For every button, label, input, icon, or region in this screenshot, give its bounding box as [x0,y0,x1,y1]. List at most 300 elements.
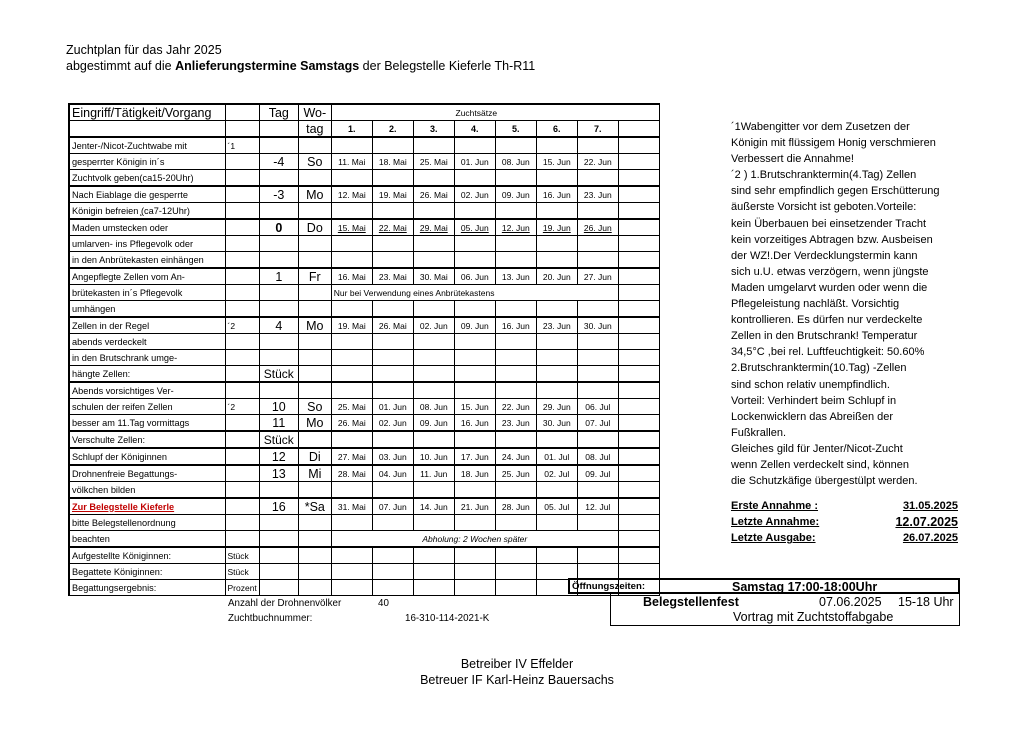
date-cell: 16. Jun [454,415,495,432]
note-cell [225,431,259,448]
date-cell [413,547,454,564]
date-cell [495,252,536,269]
note-cell [225,448,259,465]
empty-cell [618,154,659,170]
date-cell [413,137,454,154]
remark-line: die Schutzkäfige übergestülpt werden. [731,475,918,488]
table-row [69,531,659,548]
set-number: 6. [536,121,577,138]
date-cell: 22. Mai [372,219,413,236]
subtitle-post: der Belegstelle Kieferle Th-R11 [359,59,536,73]
date-cell [495,547,536,564]
weekday-cell [298,382,331,399]
table-row [69,431,659,448]
set-number: 5. [495,121,536,138]
date-cell [536,350,577,366]
date-cell [454,431,495,448]
set-number: 2. [372,121,413,138]
table-row [69,203,659,220]
date-cell [413,366,454,383]
date-cell: 29. Mai [413,219,454,236]
date-cell [413,170,454,187]
date-cell: 19. Mai [372,186,413,203]
date-cell [331,564,372,580]
set-number: 3. [413,121,454,138]
note-cell [225,236,259,252]
task-cell: gesperrter Königin in´s [69,154,225,170]
weekday-cell [298,366,331,383]
day-cell: 12 [259,448,298,465]
weekday-cell [298,334,331,350]
empty-cell [618,415,659,432]
date-cell: 07. Jun [372,498,413,515]
table-header-row [69,104,659,121]
remark-line: sind sehr empfindlich gegen Erschütterung [731,185,940,198]
table-row [69,547,659,564]
weekday-cell: Do [298,219,331,236]
date-cell [331,482,372,499]
date-cell [577,482,618,499]
festival-title: Belegstellenfest [643,595,739,609]
weekday-cell: Fr [298,268,331,285]
date-cell [577,350,618,366]
empty-cell [618,531,659,548]
footer-operator: Betreiber IV Effelder [460,657,574,671]
day-cell: 10 [259,399,298,415]
date-cell [536,236,577,252]
remark-line: Lockenwicklern das Abreißen der [731,410,894,423]
task-cell: Maden umstecken oder [69,219,225,236]
weekday-cell [298,431,331,448]
remark-line: Königin mit flüssigem Honig verschmieren [731,137,936,150]
last-acceptance-label: Letzte Annahme: [731,516,820,528]
date-cell [372,301,413,318]
note-cell [225,170,259,187]
task-cell: schulen der reifen Zellen [69,399,225,415]
date-cell [372,382,413,399]
day-cell: Stück [259,431,298,448]
date-cell: 02. Jun [372,415,413,432]
date-cell [331,334,372,350]
subtitle-bold: Anlieferungstermine Samstags [175,59,360,73]
date-cell [331,301,372,318]
empty-cell [618,317,659,334]
weekday-cell: So [298,154,331,170]
footer-operators [0,656,1034,688]
note-cell [225,186,259,203]
date-cell [577,236,618,252]
note-cell [225,203,259,220]
breeding-plan-table [68,103,660,596]
date-cell [495,564,536,580]
task-cell: Zuchtvolk geben(ca15-20Uhr) [69,170,225,187]
task-cell: umhängen [69,301,225,318]
date-cell: 26. Jun [577,219,618,236]
note-cell: Stück [225,547,259,564]
day-cell [259,301,298,318]
day-cell [259,285,298,301]
note-cell: ´2 [225,317,259,334]
date-cell: 18. Jun [454,465,495,482]
task-cell: Abends vorsichtiges Ver- [69,382,225,399]
table-row [69,268,659,285]
table-row [69,465,659,482]
table-row [69,317,659,334]
empty-cell [618,515,659,531]
day-cell: 0 [259,219,298,236]
last-output-value: 26.07.2025 [902,532,958,544]
opening-hours-box [568,578,960,626]
date-cell [331,366,372,383]
drone-colonies-value: 40 [378,598,389,609]
day-cell [259,203,298,220]
date-cell: 01. Jun [372,399,413,415]
remark-line: Pflegeleistung nachläßt. Vorsichtig [731,298,900,311]
empty-cell [618,366,659,383]
breeding-book-info [228,613,490,624]
table-row [69,170,659,187]
first-acceptance-value: 31.05.2025 [902,500,958,512]
date-cell [495,350,536,366]
date-cell [331,350,372,366]
date-cell: 14. Jun [413,498,454,515]
date-cell [454,236,495,252]
task-cell: hängte Zellen: [69,366,225,383]
date-cell: 04. Jun [372,465,413,482]
set-number: 4. [454,121,495,138]
day-cell: 1 [259,268,298,285]
task-cell: völkchen bilden [69,482,225,499]
task-cell: umlarven- ins Pflegevolk oder [69,236,225,252]
date-cell: 17. Jun [454,448,495,465]
header-wotag-2: tag [298,121,331,138]
table-row [69,399,659,415]
remark-line: ´1Wabengitter vor dem Zusetzen der [731,121,910,133]
table-row [69,219,659,236]
remark-line: kein Überbauen bei einsetzender Tracht [731,217,927,230]
date-cell: 25. Jun [495,465,536,482]
date-cell [536,515,577,531]
remark-line: kein vorzeitiges Abtragen bzw. Ausbeisen [731,233,933,246]
day-cell [259,350,298,366]
table-row [69,448,659,465]
table-row [69,137,659,154]
task-cell: Nach Eiablage die gesperrte [69,186,225,203]
header-zuchtsaetze: Zuchtsätze [331,104,659,121]
note-cell: ´1 [225,137,259,154]
task-cell: besser am 11.Tag vormittags [69,415,225,432]
date-cell [495,170,536,187]
remark-line: der WZ!.Der Verdecklungstermin kann [731,249,918,262]
date-cell: 13. Jun [495,268,536,285]
empty-cell [618,465,659,482]
empty-cell [618,399,659,415]
date-cell [331,203,372,220]
date-cell [454,350,495,366]
date-cell: 09. Jun [495,186,536,203]
date-cell [577,366,618,383]
weekday-cell [298,350,331,366]
date-cell: 19. Jun [536,219,577,236]
date-cell: 25. Mai [331,399,372,415]
date-cell: 15. Jun [454,399,495,415]
date-cell: 02. Jun [454,186,495,203]
date-cell: 15. Jun [536,154,577,170]
note-cell [225,415,259,432]
date-cell: 19. Mai [331,317,372,334]
date-cell [372,252,413,269]
day-cell [259,170,298,187]
date-cell [577,515,618,531]
table-row [69,350,659,366]
last-acceptance-row [731,514,961,530]
span-note-cell: Nur bei Verwendung eines Anbrütekastens [331,285,618,301]
empty-cell [618,203,659,220]
table-row [69,285,659,301]
date-cell [372,580,413,596]
date-cell [536,137,577,154]
date-cell [495,382,536,399]
header-note-cont [225,121,259,138]
task-cell: Schlupf der Königinnen [69,448,225,465]
weekday-cell [298,482,331,499]
date-cell: 21. Jun [454,498,495,515]
table-row [69,301,659,318]
date-cell: 03. Jun [372,448,413,465]
remarks-notes [731,119,940,489]
date-cell [536,547,577,564]
header-task: Eingriff/Tätigkeit/Vorgang [69,104,225,121]
date-cell: 07. Jul [577,415,618,432]
date-cell: 16. Mai [331,268,372,285]
note-cell [225,482,259,499]
date-cell: 01. Jul [536,448,577,465]
day-cell [259,236,298,252]
table-row [69,334,659,350]
task-cell: Drohnenfreie Begattungs- [69,465,225,482]
date-cell: 11. Jun [413,465,454,482]
date-cell: 30. Jun [536,415,577,432]
note-cell [225,465,259,482]
weekday-cell [298,203,331,220]
date-cell [454,382,495,399]
date-cell [577,382,618,399]
date-cell [372,564,413,580]
table-row [69,382,659,399]
date-cell [372,482,413,499]
table-row [69,515,659,531]
note-cell: ´2 [225,399,259,415]
date-cell [495,580,536,596]
date-cell [372,203,413,220]
first-acceptance-row [731,498,961,514]
date-cell [536,431,577,448]
weekday-cell [298,515,331,531]
date-cell: 26. Mai [413,186,454,203]
date-cell: 08. Jun [413,399,454,415]
date-cell [454,334,495,350]
date-cell [372,334,413,350]
note-cell [225,268,259,285]
date-cell [577,431,618,448]
note-cell [225,350,259,366]
table-row [69,186,659,203]
plan-title: Zuchtplan für das Jahr 2025 [66,43,222,57]
drone-colonies-label: Anzahl der Drohnenvölker [228,598,342,609]
date-cell [372,431,413,448]
festival-date: 07.06.2025 [819,595,882,609]
date-cell [454,482,495,499]
task-cell: abends verdeckelt [69,334,225,350]
date-cell: 06. Jul [577,399,618,415]
date-cell [495,482,536,499]
task-cell: Angepflegte Zellen vom An- [69,268,225,285]
breeding-book-value: 16-310-114-2021-K [405,613,490,624]
date-cell: 23. Mai [372,268,413,285]
note-cell [225,531,259,548]
date-cell [536,170,577,187]
remark-line: 34,5°C ,bei rel. Luftfeuchtigkeit: 50.60% [731,346,925,359]
day-cell [259,334,298,350]
date-cell [372,547,413,564]
date-cell [331,137,372,154]
day-cell [259,137,298,154]
weekday-cell: Mo [298,186,331,203]
day-cell [259,252,298,269]
date-cell [413,482,454,499]
weekday-cell [298,170,331,187]
day-cell [259,580,298,596]
empty-cell [618,482,659,499]
weekday-cell [298,547,331,564]
date-cell [372,366,413,383]
empty-cell [618,448,659,465]
date-cell: 26. Mai [372,317,413,334]
task-cell: Begattungsergebnis: [69,580,225,596]
date-cell [495,203,536,220]
date-cell: 22. Jun [577,154,618,170]
table-row [69,415,659,432]
date-cell: 09. Jul [577,465,618,482]
task-cell: Zellen in der Regel [69,317,225,334]
task-cell: Begattete Königinnen: [69,564,225,580]
table-row [69,482,659,499]
date-cell [413,203,454,220]
header-task-cont [69,121,225,138]
empty-cell [618,431,659,448]
weekday-cell [298,285,331,301]
date-cell: 27. Mai [331,448,372,465]
date-cell [495,334,536,350]
day-cell: 4 [259,317,298,334]
day-cell [259,547,298,564]
date-cell [536,301,577,318]
date-cell [536,382,577,399]
empty-cell [618,301,659,318]
table-row [69,498,659,515]
festival-box [610,594,960,626]
task-cell: brütekasten in´s Pflegevolk [69,285,225,301]
date-cell: 20. Jun [536,268,577,285]
note-cell [225,515,259,531]
weekday-cell: Mo [298,415,331,432]
date-cell [413,515,454,531]
date-cell [454,301,495,318]
day-cell: -3 [259,186,298,203]
footer-supervisor: Betreuer IF Karl-Heinz Bauersachs [420,673,614,687]
remark-line: Zellen in den Brutschrank! Temperatur [731,330,918,343]
task-cell: Königin befreien ̨(ca7-12Uhr) [69,203,225,220]
date-cell: 16. Jun [536,186,577,203]
date-cell [331,547,372,564]
table-row [69,236,659,252]
weekday-cell: Di [298,448,331,465]
date-cell [577,301,618,318]
weekday-cell [298,236,331,252]
task-cell: Jenter-/Nicot-Zuchtwabe mit [69,137,225,154]
date-cell: 30. Mai [413,268,454,285]
date-cell [372,137,413,154]
remark-line: 2.Brutschranktermin(10.Tag) -Zellen [731,362,907,375]
date-cell [331,580,372,596]
drone-colonies-info [228,598,389,609]
remark-line: Maden umgelarvt wurden oder wenn die [731,281,928,294]
date-cell: 09. Jun [413,415,454,432]
date-cell [413,334,454,350]
date-cell [331,170,372,187]
date-cell [454,137,495,154]
opening-hours-value: Samstag 17:00-18:00Uhr [732,580,878,594]
date-cell [413,382,454,399]
date-cell: 08. Jul [577,448,618,465]
date-cell: 30. Jun [577,317,618,334]
date-cell [577,252,618,269]
empty-cell [618,350,659,366]
note-cell: Stück [225,564,259,580]
remark-line: sich u.U. etwas verzögern, wenn jüngste [731,265,929,278]
date-cell: 27. Jun [577,268,618,285]
task-cell: Verschulte Zellen: [69,431,225,448]
empty-cell [618,498,659,515]
date-cell [577,203,618,220]
day-cell [259,515,298,531]
date-cell [413,564,454,580]
date-cell [454,252,495,269]
day-cell [259,482,298,499]
date-cell: 16. Jun [495,317,536,334]
date-cell [331,236,372,252]
day-cell [259,531,298,548]
date-cell [372,350,413,366]
first-acceptance-label: Erste Annahme : [731,500,819,512]
date-cell [536,482,577,499]
date-cell [495,236,536,252]
breeding-book-label: Zuchtbuchnummer: [228,613,313,624]
date-cell: 05. Jul [536,498,577,515]
subtitle-pre: abgestimmt auf die [66,59,176,73]
empty-cell [618,137,659,154]
date-cell: 22. Jun [495,399,536,415]
date-cell: 23. Jun [536,317,577,334]
date-cell [454,170,495,187]
date-cell [495,431,536,448]
day-cell [259,564,298,580]
date-cell: 31. Mai [331,498,372,515]
festival-talk: Vortrag mit Zuchtstoffabgabe [733,610,894,624]
date-cell: 29. Jun [536,399,577,415]
empty-cell [618,268,659,285]
date-cell: 23. Jun [577,186,618,203]
